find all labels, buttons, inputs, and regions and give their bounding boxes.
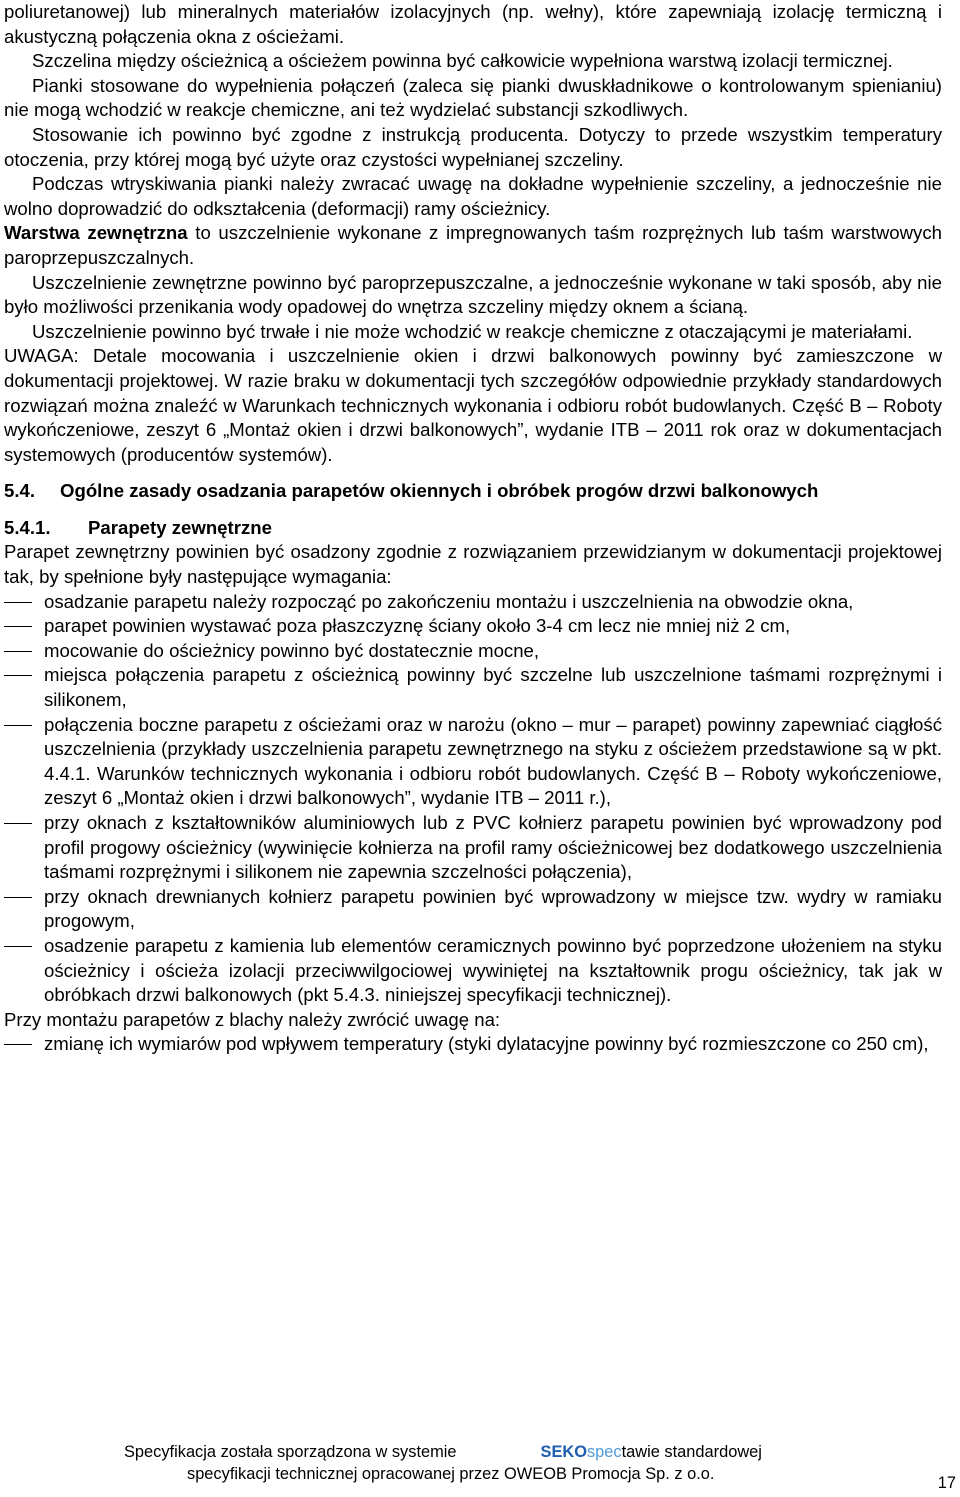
list-item xyxy=(4,590,942,615)
dash-icon xyxy=(4,675,32,676)
list-item xyxy=(4,934,942,1008)
spacer xyxy=(4,504,942,516)
footer-tail: tawie standardowej xyxy=(621,1443,762,1461)
list-item xyxy=(4,639,942,664)
document-page xyxy=(4,0,942,1057)
dash-icon xyxy=(4,651,32,652)
outer-layer-text: to uszczelnienie wykonane z impregnowanych taśm rozprężnych lub taśm warstwowych paroprzepuszczalnych. xyxy=(4,222,942,268)
dash-icon xyxy=(4,946,32,947)
list-item xyxy=(4,614,942,639)
section-title: Ogólne zasady osadzania parapetów okiennych i obróbek progów drzwi balkonowych xyxy=(60,480,819,502)
list-item-text: osadzenie parapetu z kamienia lub elementów ceramicznych powinno być poprzedzone ułożeniem na styku ościeżnicy i ościeża izolacji przeciwwilgociowej wywiniętej na kształtownik progu ościeżnicy, tak jak w obróbkach drzwi balkonowych (pkt 5.4.3. niniejszej specyfikacji technicznej). xyxy=(44,934,942,1006)
paragraph-blacha-intro: Przy montażu parapetów z blachy należy zwrócić uwagę na: xyxy=(4,1008,501,1030)
subsection-title: Parapety zewnętrzne xyxy=(88,516,272,538)
dash-icon xyxy=(4,626,32,627)
subsection-heading xyxy=(4,516,942,541)
list-item xyxy=(4,885,942,934)
list-item-text: przy oknach drewnianych kołnierz parapetu powinien być wprowadzony w miejsce tzw. wydry w ramiaku progowym, xyxy=(44,885,942,932)
paragraph-injection: Podczas wtryskiwania pianki należy zwracać uwagę na dokładne wypełnienie szczeliny, a jednocześnie nie wolno doprowadzić do odkształcenia (deformacji) ramy ościeżnicy. xyxy=(4,173,942,219)
list-item-text: przy oknach z kształtowników aluminiowych lub z PVC kołnierz parapetu powinien być wprowadzony pod profil progowy ościeżnicy (wywinięcie kołnierza na profil ramy ościeżnicowej bez dodatkowego uszczelnienia taśmami rozprężnymi i silikonem nie zapewnia szczelności połączenia), xyxy=(44,812,942,883)
dash-icon xyxy=(4,823,32,824)
list-item xyxy=(4,811,942,885)
paragraph-outer-layer xyxy=(4,221,942,270)
list-item-text: połączenia boczne parapetu z ościeżami oraz w narożu (okno – mur – parapet) powinny zapewniać ciągłość uszczelnienia (przykłady uszczelnienia parapetu zewnętrznego na styku z ościeżem przedstawione są w pkt. 4.4.1. Warunków technicznych wykonania i odbioru robót budowlanych. Część B – Roboty wykończeniowe, zeszyt 6 „Montaż okien i drzwi balkonowych”, wydanie ITB – 2011 r.), xyxy=(44,713,942,809)
paragraph-insulation: poliuretanowej) lub mineralnych materiałów izolacyjnych (np. wełny), które zapewniają izolację termiczną i akustyczną połączenia okna z ościeżami. xyxy=(4,1,942,47)
subsection-number: 5.4.1. xyxy=(4,516,51,538)
list-item-text: mocowanie do ościeżnicy powinno być dostatecznie mocne, xyxy=(44,639,540,661)
list-item-text: zmianę ich wymiarów pod wpływem temperatury (styki dylatacyjne powinny być rozmieszczone co 250 cm), xyxy=(44,1033,929,1055)
list-item xyxy=(4,1032,942,1057)
section-number: 5.4. xyxy=(4,480,36,502)
paragraph-parapet-intro: Parapet zewnętrzny powinien być osadzony zgodnie z rozwiązaniem przewidzianym w dokumentacji projektowej tak, by spełnione były następujące wymagania: xyxy=(4,541,942,588)
list-item-text: miejsca połączenia parapetu z ościeżnicą powinny być szczelne lub uszczelnione taśmami rozprężnymi i silikonem, xyxy=(44,664,942,711)
footer-line-2: specyfikacji technicznej opracowanej przez OWEOB Promocja Sp. z o.o. xyxy=(187,1465,715,1483)
list-item-text: parapet powinien wystawać poza płaszczyznę ściany około 3-4 cm lecz nie mniej niż 2 cm, xyxy=(44,615,791,637)
paragraph-uwaga: UWAGA: Detale mocowania i uszczelnienie okien i drzwi balkonowych powinny być zamieszczone w dokumentacji projektowej. W razie braku w dokumentacji tych szczegółów odpowiednie przykłady standardowych rozwiązań można znaleźć w Warunkach technicznych wykonania i odbioru robót budowlanych. Część B – Roboty wykończeniowe, zeszyt 6 „Montaż okien i drzwi balkonowych”, wydanie ITB – 2011 rok oraz w dokumentacjach systemowych (producentów systemów). xyxy=(4,345,942,465)
logo-spec: spec xyxy=(586,1443,622,1461)
sekospec-logo xyxy=(541,1442,622,1463)
paragraph-foams: Pianki stosowane do wypełnienia połączeń (zaleca się pianki dwuskładnikowe o kontrolowanym spienianiu) nie mogą wchodzić w reakcje chemiczne, ani też wydzielać substancji szkodliwych. xyxy=(4,74,942,121)
footer-line-1 xyxy=(124,1442,762,1463)
spacer xyxy=(4,467,942,479)
paragraph-durability: Uszczelnienie powinno być trwałe i nie może wchodzić w reakcje chemiczne z otaczającymi je materiałami. xyxy=(32,320,913,342)
paragraph-gap: Szczelina między ościeżnicą a ościeżem powinna być całkowicie wypełniona warstwą izolacji termicznej. xyxy=(32,50,893,72)
list-item xyxy=(4,713,942,811)
dash-icon xyxy=(4,725,32,726)
footer-text: Specyfikacja została sporządzona w systemie xyxy=(124,1443,457,1461)
paragraph-vapour: Uszczelnienie zewnętrzne powinno być paroprzepuszczalne, a jednocześnie wykonane w taki sposób, aby nie było możliwości przenikania wody opadowej do wnętrza szczeliny między oknem a ścianą. xyxy=(4,271,942,318)
logo-seko: SEKO xyxy=(540,1443,587,1461)
page-footer xyxy=(0,1442,960,1492)
dash-icon xyxy=(4,1044,32,1045)
dash-icon xyxy=(4,602,32,603)
outer-layer-term: Warstwa zewnętrzna xyxy=(4,222,188,244)
list-item xyxy=(4,663,942,712)
section-heading xyxy=(4,479,942,504)
list-item-text: osadzanie parapetu należy rozpocząć po zakończeniu montażu i uszczelnienia na obwodzie okna, xyxy=(44,590,854,612)
requirements-list xyxy=(4,590,942,1008)
blacha-list xyxy=(4,1032,942,1057)
paragraph-manufacturer: Stosowanie ich powinno być zgodne z instrukcją producenta. Dotyczy to przede wszystkim temperatury otoczenia, przy której mogą być użyte oraz czystości wypełnianej szczeliny. xyxy=(4,123,942,170)
dash-icon xyxy=(4,897,32,898)
page-number: 17 xyxy=(937,1474,956,1492)
